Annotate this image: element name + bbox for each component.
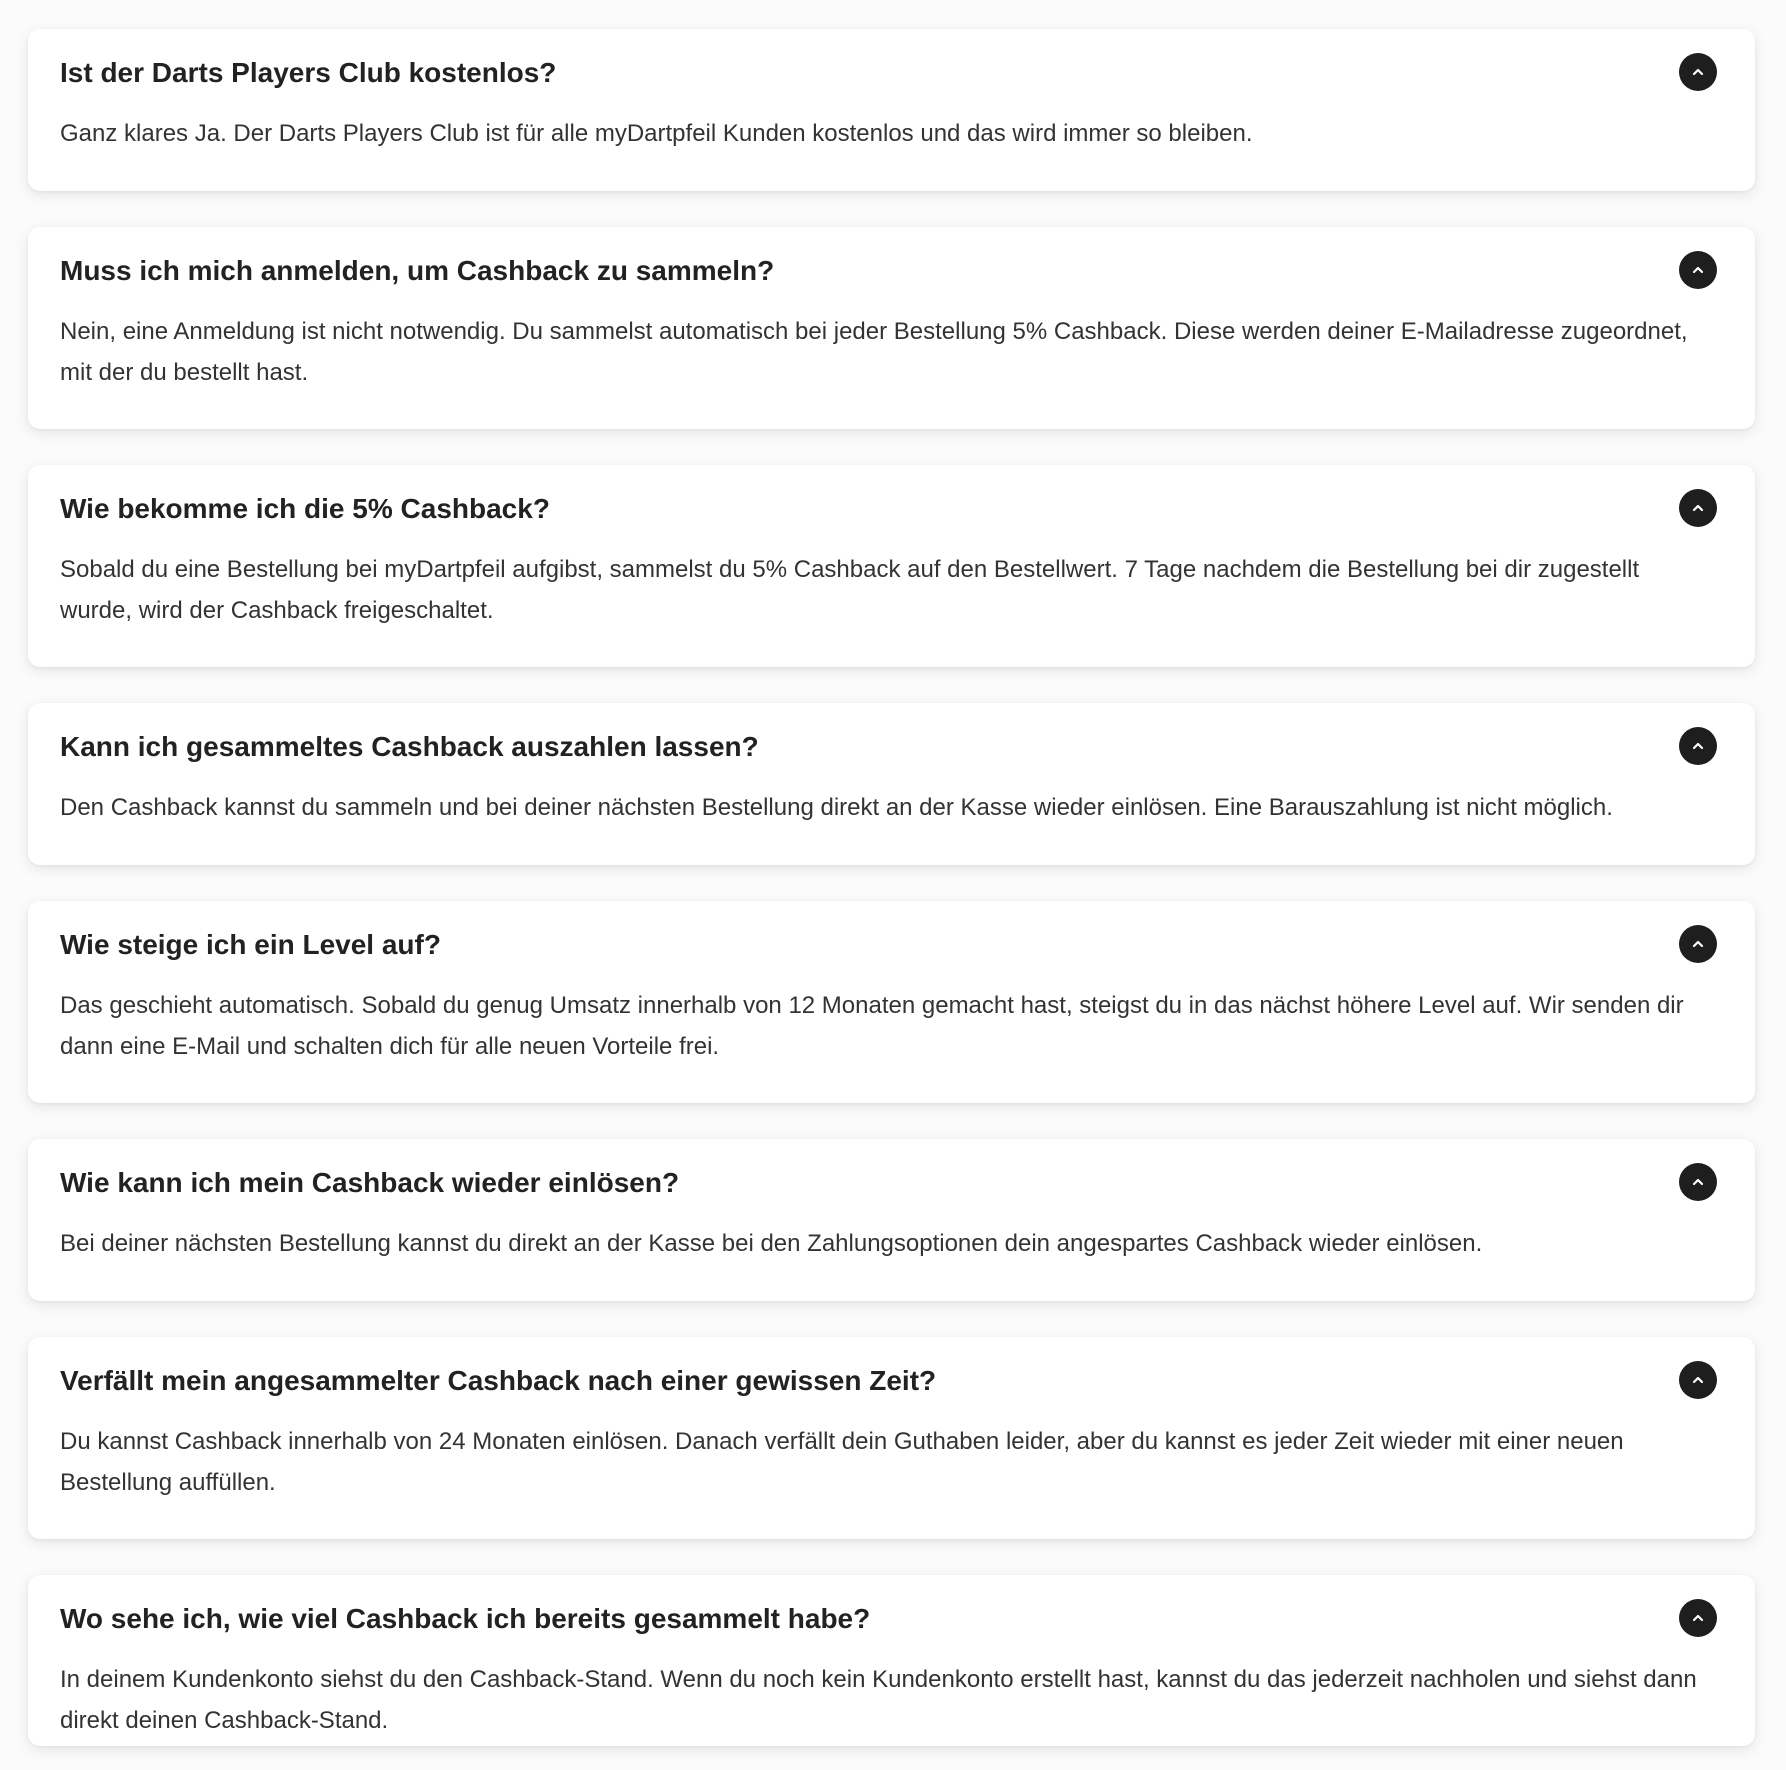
faq-question[interactable]: Wie steige ich ein Level auf?: [60, 929, 441, 960]
faq-question[interactable]: Ist der Darts Players Club kostenlos?: [60, 57, 557, 88]
faq-item: [28, 1337, 1755, 1539]
faq-answer: Nein, eine Anmeldung ist nicht notwendig. Du sammelst automatisch bei jeder Bestellung 5% Cashback. Diese werden deiner E-Mailadresse zugeordnet, mit der du bestellt hast.: [60, 318, 1688, 386]
faq-item: [28, 227, 1755, 429]
faq-answer: Das geschieht automatisch. Sobald du genug Umsatz innerhalb von 12 Monaten gemacht hast, steigst du in das nächst höhere Level auf. Wir senden dir dann eine E-Mail und schalten dich für alle neuen Vorteile frei.: [60, 992, 1684, 1060]
faq-item: [28, 465, 1755, 667]
chevron-up-icon[interactable]: [1679, 1361, 1717, 1399]
faq-answer: Bei deiner nächsten Bestellung kannst du direkt an der Kasse bei den Zahlungsoptionen dein angespartes Cashback wieder einlösen.: [60, 1230, 1483, 1257]
faq-item: [28, 901, 1755, 1103]
faq-item: [28, 29, 1755, 191]
chevron-up-icon[interactable]: [1679, 251, 1717, 289]
faq-answer: Ganz klares Ja. Der Darts Players Club ist für alle myDartpfeil Kunden kostenlos und das wird immer so bleiben.: [60, 120, 1253, 147]
faq-item: [28, 703, 1755, 865]
faq-question[interactable]: Wie bekomme ich die 5% Cashback?: [60, 493, 550, 524]
faq-item: [28, 1139, 1755, 1301]
faq-item: [28, 1575, 1755, 1746]
faq-answer: In deinem Kundenkonto siehst du den Cashback-Stand. Wenn du noch kein Kundenkonto erstellt hast, kannst du das jederzeit nachholen und siehst dann direkt deinen Cashback-Stand.: [60, 1666, 1697, 1734]
faq-question[interactable]: Kann ich gesammeltes Cashback auszahlen lassen?: [60, 731, 759, 762]
faq-answer: Den Cashback kannst du sammeln und bei deiner nächsten Bestellung direkt an der Kasse wieder einlösen. Eine Barauszahlung ist nicht möglich.: [60, 794, 1613, 821]
faq-answer: Sobald du eine Bestellung bei myDartpfeil aufgibst, sammelst du 5% Cashback auf den Bestellwert. 7 Tage nachdem die Bestellung bei dir zugestellt wurde, wird der Cashback freigeschaltet.: [60, 556, 1640, 624]
chevron-up-icon[interactable]: [1679, 53, 1717, 91]
faq-answer: Du kannst Cashback innerhalb von 24 Monaten einlösen. Danach verfällt dein Guthaben leider, aber du kannst es jeder Zeit wieder mit einer neuen Bestellung auffüllen.: [60, 1428, 1624, 1496]
faq-question[interactable]: Wie kann ich mein Cashback wieder einlösen?: [60, 1167, 680, 1198]
chevron-up-icon[interactable]: [1679, 1599, 1717, 1637]
chevron-up-icon[interactable]: [1679, 727, 1717, 765]
chevron-up-icon[interactable]: [1679, 489, 1717, 527]
faq-question[interactable]: Muss ich mich anmelden, um Cashback zu sammeln?: [60, 255, 775, 286]
chevron-up-icon[interactable]: [1679, 1163, 1717, 1201]
chevron-up-icon[interactable]: [1679, 925, 1717, 963]
faq-question[interactable]: Verfällt mein angesammelter Cashback nach einer gewissen Zeit?: [60, 1365, 937, 1396]
faq-question[interactable]: Wo sehe ich, wie viel Cashback ich bereits gesammelt habe?: [60, 1603, 871, 1634]
